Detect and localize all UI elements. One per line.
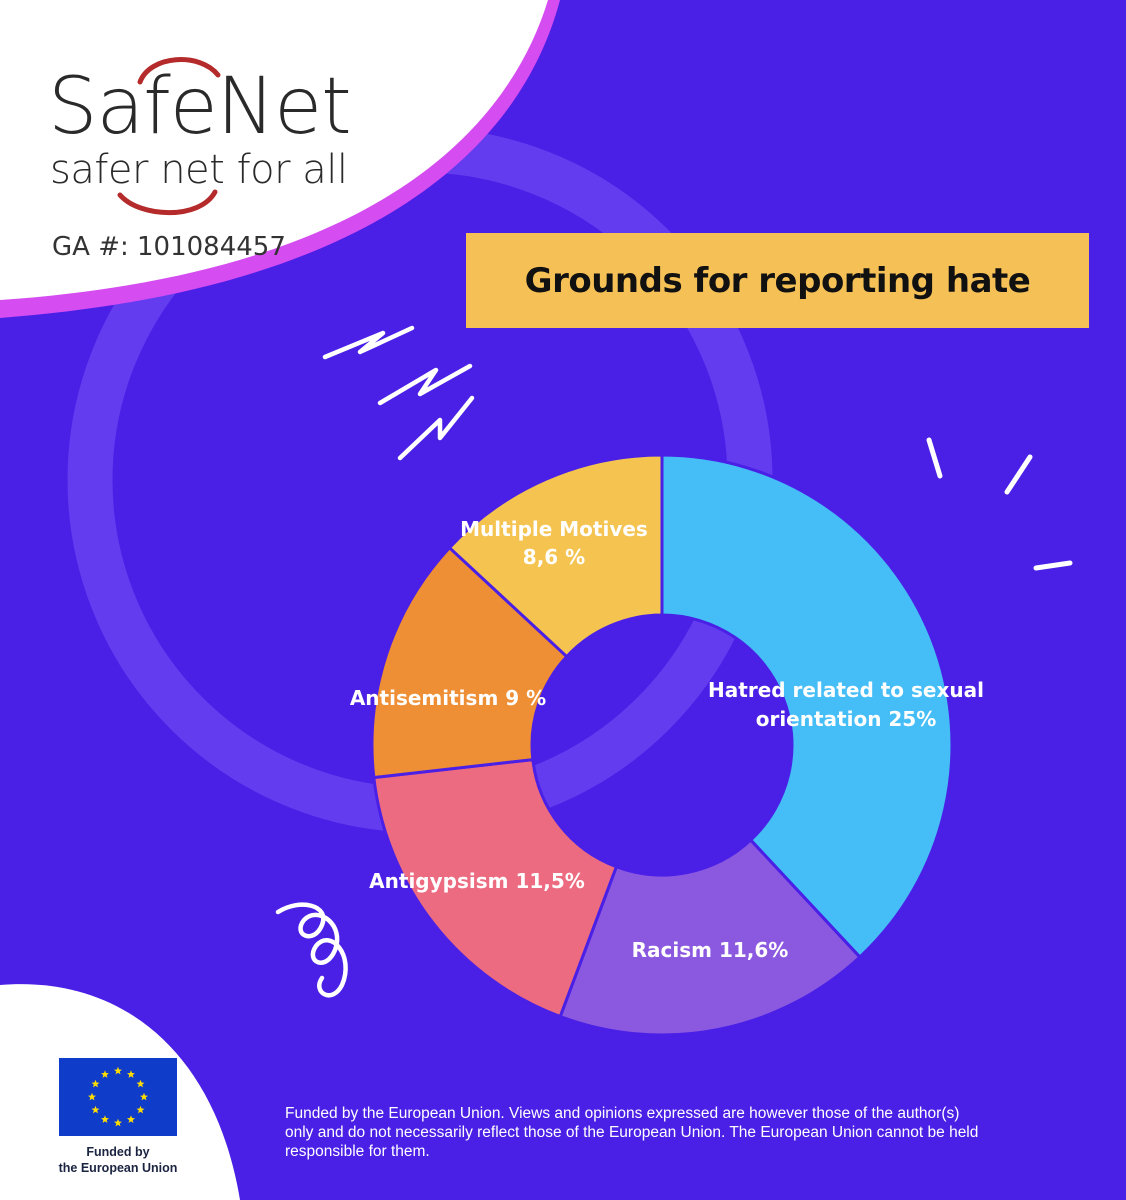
grant-agreement-number: GA #: 101084457 (52, 232, 286, 262)
eu-caption-line-2: the European Union (58, 1161, 178, 1175)
slice-label: Antigypsism 11,5% (369, 869, 585, 893)
spark-line-1 (929, 440, 940, 476)
spark-line-3 (1036, 563, 1070, 568)
funding-disclaimer: Funded by the European Union. Views and opinions expressed are however those of the author(s) only and do not necessarily reflect those of the European Union. The European Union cannot be held responsible for them. (285, 1105, 979, 1160)
slice-label: Racism 11,6% (631, 938, 789, 962)
zigzag-doodle-3 (400, 398, 472, 458)
slice-label: Multiple Motives 8,6 % (460, 517, 648, 569)
donut-chart (350, 455, 984, 1035)
squiggle-doodle (278, 905, 346, 996)
slice-label: Hatred related to sexual orientation 25% (708, 678, 984, 731)
zigzag-doodle-1 (325, 328, 412, 357)
chart-title: Grounds for reporting hate (524, 260, 1031, 301)
logo-tagline: safer net for all (50, 147, 348, 193)
spark-line-2 (1007, 457, 1030, 492)
logo-title: SafeNet (48, 62, 351, 152)
eu-caption-line-1: Funded by (86, 1145, 150, 1159)
chart-title-box (466, 233, 1089, 328)
slice-label: Antisemitism 9 % (349, 686, 547, 710)
zigzag-doodle-2 (380, 366, 470, 403)
eu-funding-caption (40, 1144, 196, 1176)
